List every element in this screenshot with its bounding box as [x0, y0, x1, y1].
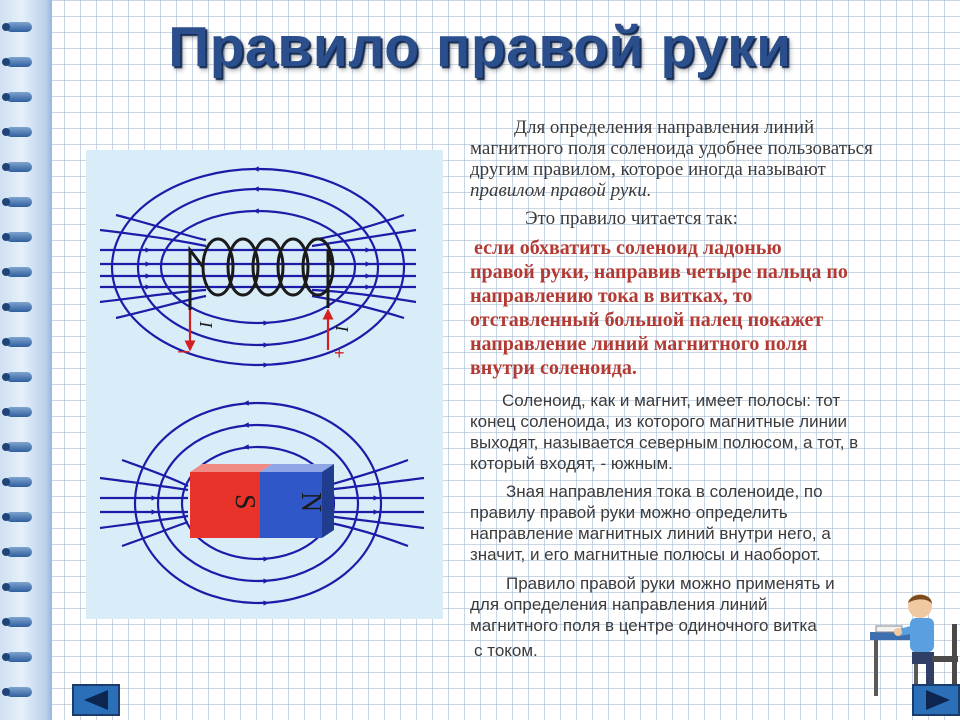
pole-n-label: N: [295, 492, 326, 513]
poles-line: выходят, называется северным полюсом, а тот, в: [470, 433, 859, 452]
rule-line: отставленный большой палец покажет: [470, 309, 824, 331]
apply-line: Правило правой руки можно применять и: [506, 574, 835, 593]
prev-slide-button[interactable]: [72, 684, 120, 716]
knowing-paragraph: [470, 481, 956, 565]
rule-statement: [470, 236, 956, 380]
knowing-line: Зная направления тока в соленоиде, по: [506, 482, 823, 501]
poles-line: Соленоид, как и магнит, имеет полосы: тот: [502, 391, 841, 410]
triangle-left-icon: [84, 690, 108, 710]
minus-sign: –: [178, 340, 190, 362]
poles-paragraph: [470, 390, 956, 474]
rule-line: направление линий магнитного поля: [470, 333, 808, 355]
apply-line: для определения направления линий: [470, 595, 768, 614]
notebook-binding: [0, 0, 52, 720]
rule-line: направлению тока в витках, то: [470, 285, 753, 307]
boy-at-desk-illustration: [862, 594, 960, 698]
solenoid-magnet-figure: [86, 150, 443, 619]
plus-sign: +: [334, 343, 345, 363]
current-label-right: I: [332, 326, 352, 332]
rule-line: если обхватить соленоид ладонью: [474, 237, 782, 259]
intro-line: другим правилом, которое иногда называют: [470, 159, 826, 180]
intro-line-italic: правилом правой руки.: [470, 180, 652, 201]
apply-line: с током.: [474, 641, 538, 660]
slide-title: Правило правой руки: [168, 15, 792, 79]
poles-line: который входят, - южным.: [470, 454, 673, 473]
intro-line: Для определения направления линий: [514, 117, 815, 138]
rule-intro: Это правило читается так:: [525, 208, 738, 229]
intro-paragraph: [470, 117, 956, 201]
knowing-line: направление магнитных линий внутри него, а: [470, 524, 831, 543]
pole-s-label: S: [229, 494, 260, 510]
knowing-line: правилу правой руки можно определить: [470, 503, 788, 522]
knowing-line: значит, и его магнитные полюсы и наоборот.: [470, 545, 821, 564]
triangle-right-icon: [926, 690, 950, 710]
rule-line: внутри соленоида.: [470, 357, 637, 379]
current-label-left: I: [196, 322, 216, 328]
intro-line: магнитного поля соленоида удобнее пользоваться: [470, 138, 873, 159]
poles-line: конец соленоида, из которого магнитные линии: [470, 412, 847, 431]
next-slide-button[interactable]: [912, 684, 960, 716]
apply-line: магнитного поля в центре одиночного витка: [470, 616, 817, 635]
rule-line: правой руки, направив четыре пальца по: [470, 261, 848, 283]
